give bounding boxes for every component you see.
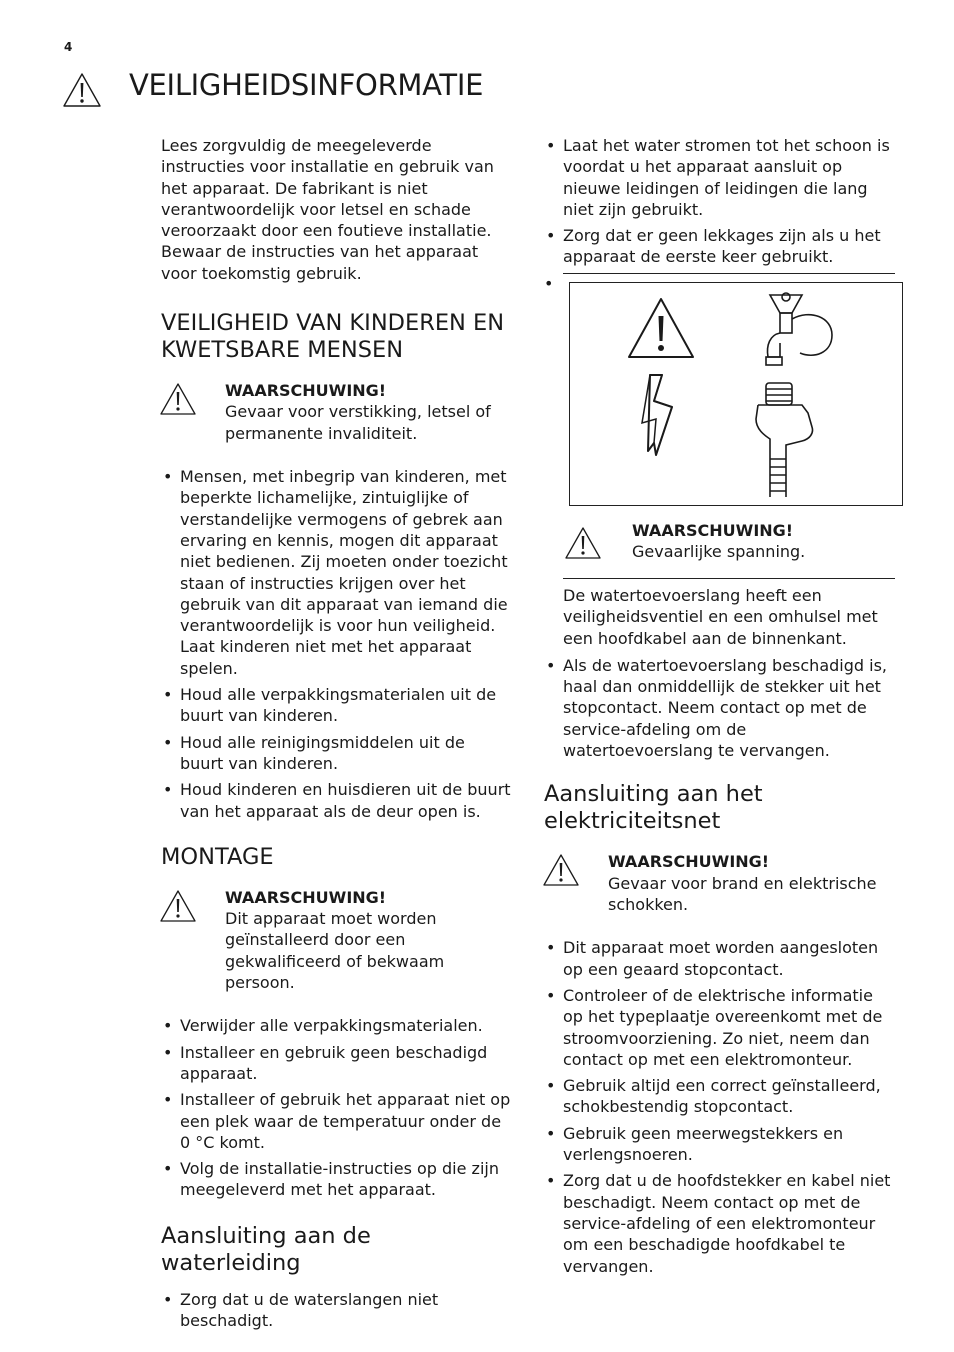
warning-title: WAARSCHUWING! (225, 381, 387, 401)
water-list-right (544, 135, 896, 268)
warning-triangle-icon (629, 299, 693, 357)
list-item: • Zorg dat u de hoofdstekker en kabel niet beschadigt. Neem contact op met de service-afdeling of een elektromonteur om een beschadigde hoofdkabel te vervangen. (544, 1170, 896, 1276)
page-title: VEILIGHEIDSINFORMATIE (129, 68, 484, 102)
list-item: • Verwijder alle verpakkingsmaterialen. (161, 1015, 513, 1036)
warning-title: WAARSCHUWING! (608, 852, 770, 872)
figure-bullet: • (544, 274, 554, 293)
divider (563, 578, 895, 579)
warning-triangle-icon (564, 526, 602, 560)
warning-triangle-icon (159, 889, 197, 923)
montage-warning (161, 887, 513, 993)
list-item: • Gebruik geen meerwegstekkers en verlengsnoeren. (544, 1123, 896, 1166)
children-warning (161, 380, 513, 444)
hose-valve-icon (756, 383, 813, 497)
warning-text: Gevaar voor brand en elektrische schokken. (608, 873, 877, 914)
electric-list (544, 937, 896, 1276)
electric-heading: Aansluiting aan het elektriciteitsnet (544, 781, 763, 835)
montage-list (161, 1015, 513, 1200)
left-column (161, 135, 513, 1336)
hose-paragraph: De watertoevoerslang heeft een veiligheidsventiel en een omhulsel met een hoofdkabel aan de binnenkant. (563, 586, 878, 648)
list-item: • Installeer en gebruik geen beschadigd apparaat. (161, 1042, 513, 1085)
voltage-warning (544, 520, 896, 570)
water-tap-icon (766, 293, 832, 365)
list-item: • Als de watertoevoerslang beschadigd is, haal dan onmiddellijk de stekker uit het stopcontact. Neem contact op met de service-afdeling om de watertoevoerslang te vervangen. (544, 655, 896, 761)
warning-triangle-icon (159, 382, 197, 416)
list-item: • Laat het water stromen tot het schoon is voordat u het apparaat aansluit op nieuwe leidingen of leidingen die lang niet zijn gebruikt. (544, 135, 896, 220)
children-list (161, 466, 513, 822)
list-item: • Gebruik altijd een correct geïnstalleerd, schokbestendig stopcontact. (544, 1075, 896, 1118)
hose-illustration (570, 283, 902, 505)
list-item: • Zorg dat er geen lekkages zijn als u het apparaat de eerste keer gebruikt. (544, 225, 896, 268)
list-item: • Zorg dat u de waterslangen niet beschadigt. (161, 1289, 513, 1332)
warning-triangle-icon (542, 853, 580, 887)
list-item: • Dit apparaat moet worden aangesloten op een geaard stopcontact. (544, 937, 896, 980)
lightning-bolt-icon (642, 375, 672, 455)
page-number: 4 (64, 40, 73, 54)
list-item: • Controleer of de elektrische informatie op het typeplaatje overeenkomt met de stroomvoorziening. Zo niet, neem dan contact op met een elektromonteur. (544, 985, 896, 1070)
water-list-after (544, 655, 896, 761)
divider (563, 273, 895, 274)
water-list-left (161, 1289, 513, 1332)
right-column-lower (544, 520, 896, 1282)
children-heading: VEILIGHEID VAN KINDEREN EN KWETSBARE MENSEN (161, 310, 505, 364)
intro-paragraph: Lees zorgvuldig de meegeleverde instructies voor installatie en gebruik van het apparaat. De fabrikant is niet verantwoordelijk voor letsel en schade veroorzaakt door een foutieve installatie. Bewaar de instructies van het apparaat voor toekomstig gebruik. (161, 136, 494, 283)
electric-warning (544, 851, 896, 915)
warning-text: Dit apparaat moet worden geïnstalleerd door een gekwalificeerd of bekwaam persoon. (225, 909, 445, 993)
list-item: • Mensen, met inbegrip van kinderen, met beperkte lichamelijke, zintuiglijke of verstandelijke vermogens of gebrek aan ervaring en kennis, mogen dit apparaat niet bedienen. Zij moeten onder toezicht staan of instructies krijgen over het gebruik van dit apparaat van iemand die verantwoordelijk is voor hun veiligheid. Laat kinderen niet met het apparaat spelen. (161, 466, 513, 679)
warning-title: WAARSCHUWING! (225, 887, 387, 907)
montage-heading: MONTAGE (161, 843, 274, 870)
list-item: • Installeer of gebruik het apparaat niet op een plek waar de temperatuur onder de 0 °C komt. (161, 1089, 513, 1153)
right-column (544, 135, 896, 273)
list-item: • Houd alle reinigingsmiddelen uit de buurt van kinderen. (161, 732, 513, 775)
water-heading: Aansluiting aan de waterleiding (161, 1222, 371, 1276)
list-item: • Volg de installatie-instructies op die zijn meegeleverd met het apparaat. (161, 1158, 513, 1201)
list-item: • Houd kinderen en huisdieren uit de buurt van het apparaat als de deur open is. (161, 779, 513, 822)
list-item: • Houd alle verpakkingsmaterialen uit de buurt van kinderen. (161, 684, 513, 727)
warning-text: Gevaarlijke spanning. (632, 542, 806, 562)
warning-text: Gevaar voor verstikking, letsel of permanente invaliditeit. (225, 402, 491, 443)
warning-triangle-icon (62, 72, 102, 108)
hose-safety-figure (569, 282, 903, 506)
warning-title: WAARSCHUWING! (632, 521, 794, 540)
